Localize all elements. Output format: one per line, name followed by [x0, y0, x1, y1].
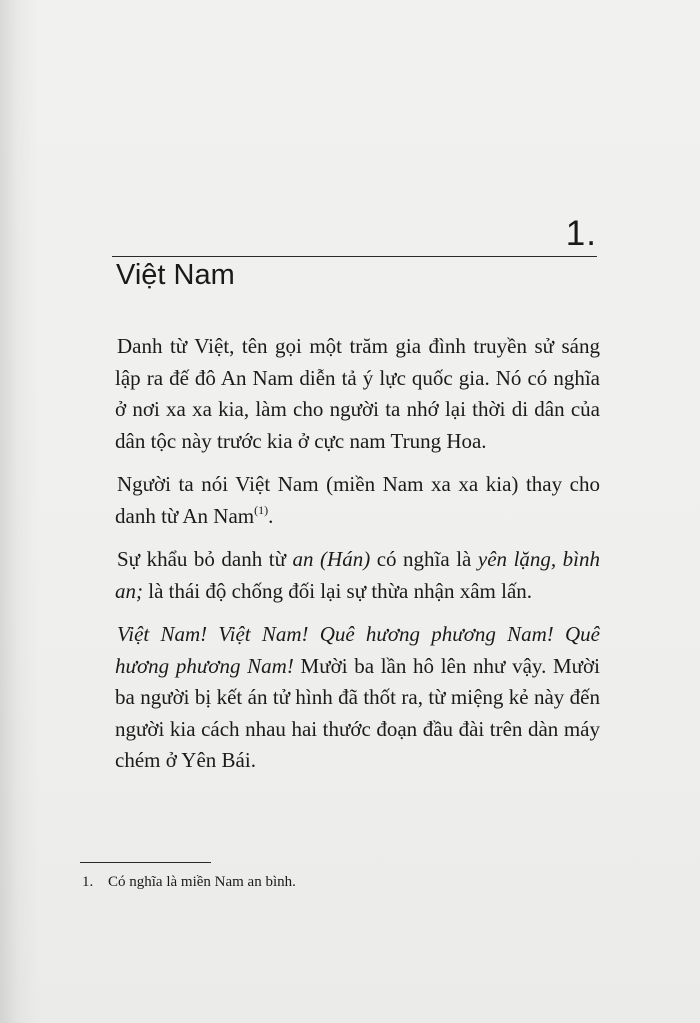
paragraph-segment: Người ta nói Việt Nam (miền Nam xa xa kia) thay cho danh từ An Nam — [115, 472, 600, 528]
footnote — [82, 874, 296, 891]
footnote-ref: (1) — [254, 502, 269, 517]
paragraph-segment: Việt Nam! Việt Nam! Quê hương phương Nam! Quê hương phương Nam! — [115, 622, 600, 678]
paragraph-segment: Sự khẩu bỏ danh từ — [117, 547, 293, 571]
paragraph — [115, 469, 600, 532]
footnote-number: 1. — [82, 874, 94, 890]
paragraph-segment: . — [268, 503, 274, 528]
footnote-rule — [80, 862, 211, 863]
chapter-number: 1. — [565, 214, 597, 253]
paragraph — [115, 544, 600, 607]
chapter-title: Việt Nam — [116, 259, 235, 291]
body-text — [115, 331, 600, 789]
paragraph-segment: Danh từ Việt, tên gọi một trăm gia đình truyền sử sáng lập ra đế đô An Nam diễn tả ý lực quốc gia. Nó có nghĩa ở nơi xa xa kia, làm cho người ta nhớ lại thời di dân của dân tộc này trước kia ở cực nam Trung Hoa. — [115, 334, 600, 453]
paragraph — [115, 619, 600, 777]
footnote-text: Có nghĩa là miền Nam an bình. — [108, 874, 296, 890]
paragraph-segment: Mười ba lần hô lên như vậy. Mười ba người bị kết án tử hình đã thốt ra, từ miệng kẻ này đến người kia cách nhau hai thước đoạn đầu đài trên dàn máy chém ở Yên Bái. — [115, 653, 600, 772]
paragraph-segment: yên lặng, bình an; — [115, 547, 601, 603]
paragraph-segment: an (Hán) — [292, 547, 371, 571]
paragraph-segment: có nghĩa là — [370, 547, 478, 571]
paragraph-segment: là thái độ chống đối lại sự thừa nhận xâm lấn. — [143, 578, 533, 603]
chapter-rule — [112, 256, 597, 257]
paragraph — [115, 331, 600, 457]
